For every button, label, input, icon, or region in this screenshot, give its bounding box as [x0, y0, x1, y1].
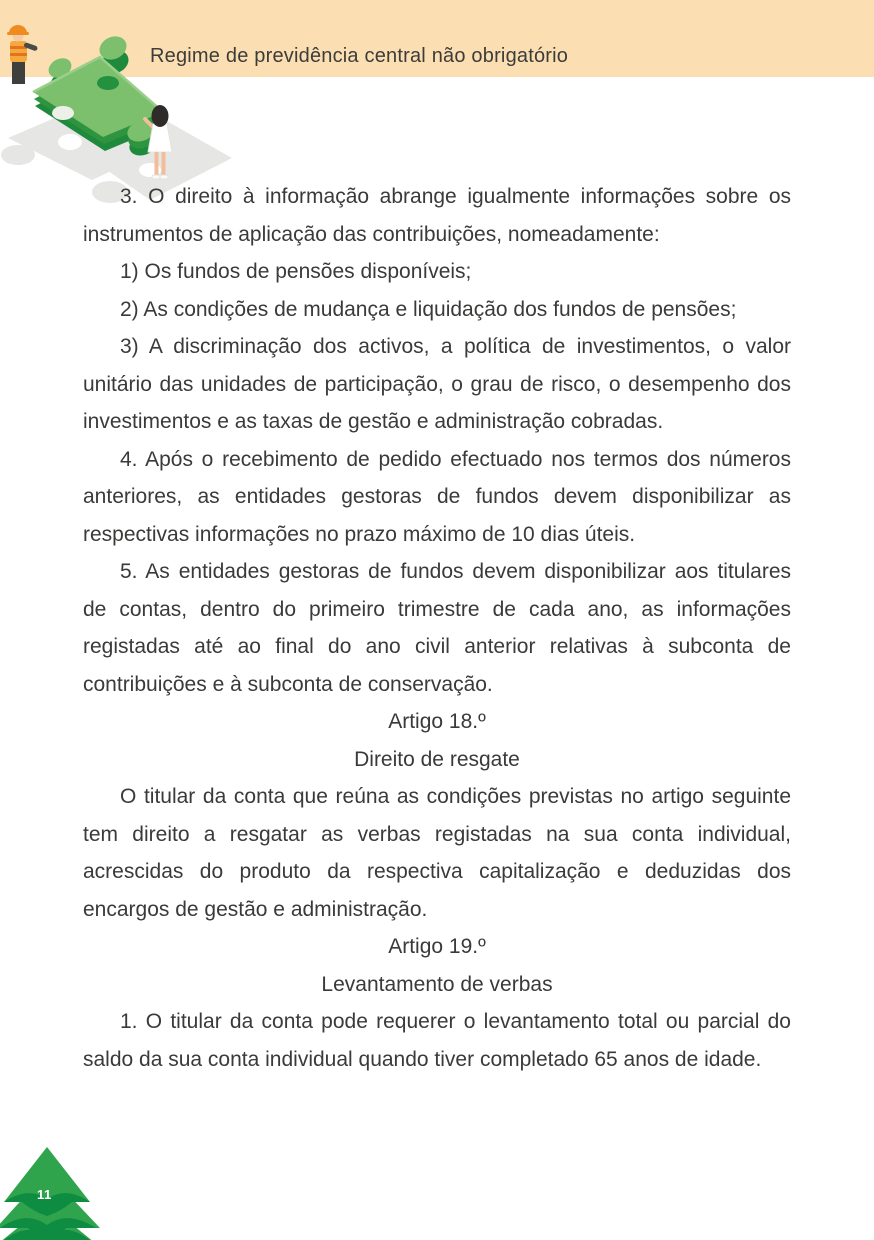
- body-paragraph: 5. As entidades gestoras de fundos devem disponibilizar aos titulares de contas, dentro do primeiro trimestre de cada ano, as informações registadas até ao final do ano civil anterior relativas à subconta de contribuições e à subconta de conservação.: [83, 560, 791, 696]
- article-18-subtitle: Direito de resgate: [354, 747, 520, 771]
- article-18-heading: Artigo 18.º: [388, 710, 486, 733]
- body-paragraph: 4. Após o recebimento de pedido efectuado nos termos dos números anteriores, as entidades gestoras de fundos devem disponibilizar as respectivas informações no prazo máximo de 10 dias úteis.: [83, 447, 791, 546]
- page-number: 11: [37, 1187, 52, 1202]
- document-body: [83, 178, 791, 1078]
- article-19-heading: Artigo 19.º: [388, 935, 486, 958]
- list-item: 3) A discriminação dos activos, a política de investimentos, o valor unitário das unidades de participação, o grau de risco, o desempenho dos investimentos e as taxas de gestão e administração cobradas.: [83, 335, 791, 433]
- page-title: Regime de previdência central não obrigatório: [150, 45, 569, 67]
- body-paragraph: O titular da conta que reúna as condições previstas no artigo seguinte tem direito a resgatar as verbas registadas na sua conta individual, acrescidas do produto da respectiva capitalização e deduzidas dos encargos de gestão e administração.: [83, 785, 791, 921]
- body-paragraph: 1. O titular da conta pode requerer o levantamento total ou parcial do saldo da sua conta individual quando tiver completado 65 anos de idade.: [83, 1010, 791, 1071]
- worker-figure-icon: [7, 25, 38, 84]
- body-paragraph: 3. O direito à informação abrange igualmente informações sobre os instrumentos de aplicação das contribuições, nomeadamente:: [83, 185, 791, 246]
- list-item: 1) Os fundos de pensões disponíveis;: [120, 260, 472, 283]
- list-item: 2) As condições de mudança e liquidação dos fundos de pensões;: [120, 297, 737, 321]
- tree-illustration-icon: [0, 1142, 120, 1240]
- article-19-subtitle: Levantamento de verbas: [321, 972, 553, 996]
